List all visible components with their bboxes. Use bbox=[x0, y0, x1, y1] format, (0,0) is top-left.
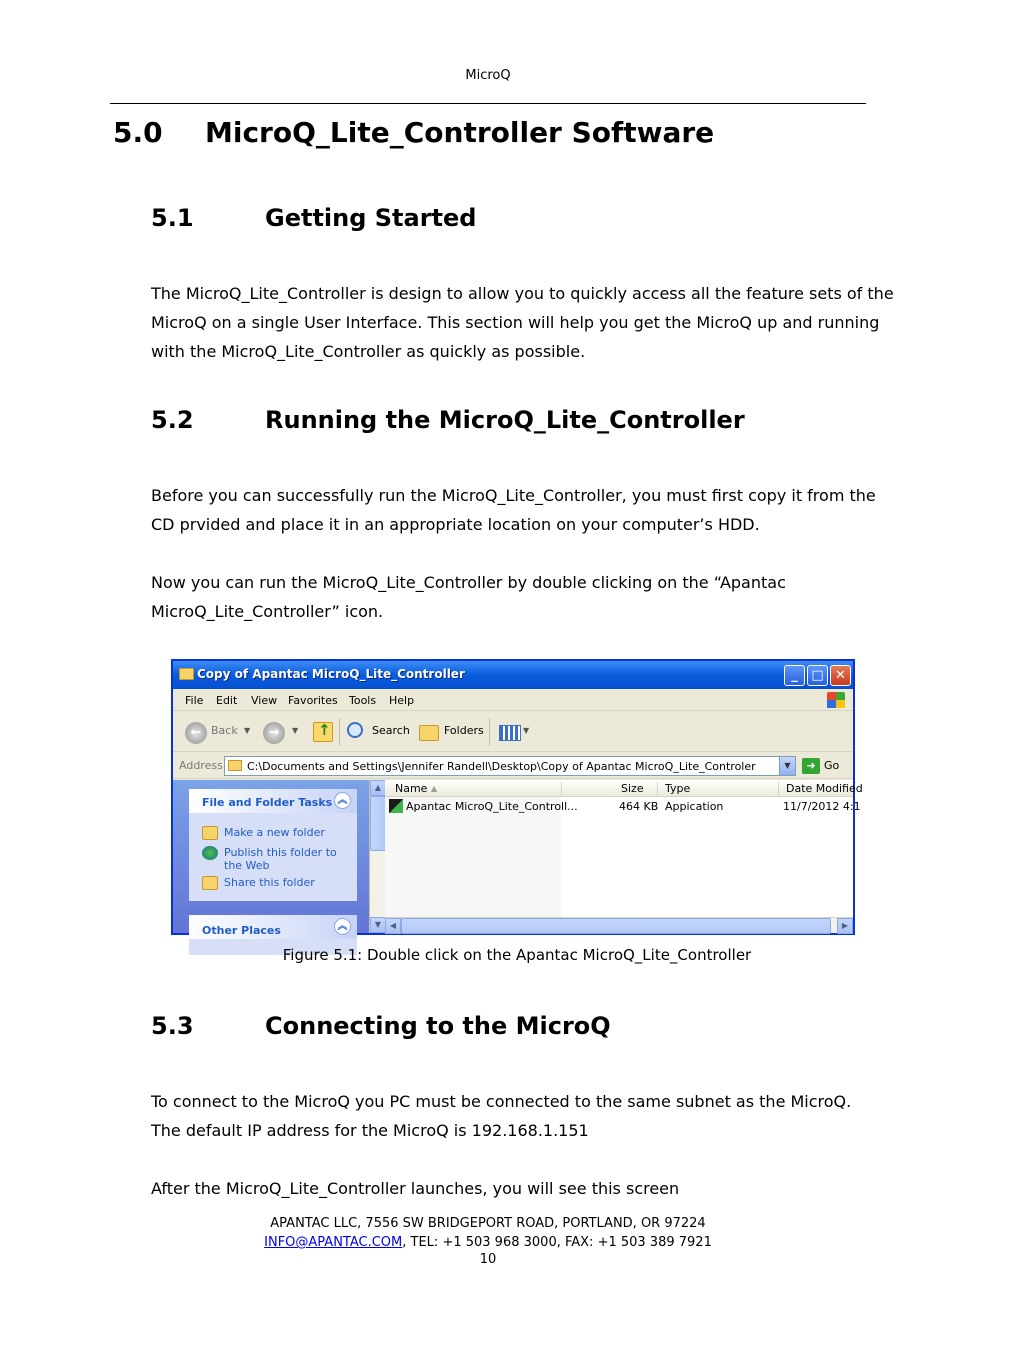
menu-tools[interactable]: Tools bbox=[349, 694, 377, 707]
scroll-down-icon[interactable]: ▼ bbox=[370, 917, 386, 933]
footer-contact bbox=[0, 1235, 976, 1250]
column-separator bbox=[561, 782, 562, 795]
paragraph-line: with the MicroQ_Lite_Controller as quickly as possible. bbox=[151, 342, 586, 361]
column-type[interactable]: Type bbox=[665, 782, 691, 795]
column-headers bbox=[385, 780, 863, 797]
forward-dropdown-icon[interactable]: ▼ bbox=[292, 726, 299, 735]
file-name: Apantac MicroQ_Lite_Controll... bbox=[406, 800, 578, 813]
section-heading bbox=[113, 116, 714, 149]
page-number: 10 bbox=[479, 1252, 497, 1267]
getting-started-paragraph bbox=[151, 279, 894, 366]
back-dropdown-icon[interactable]: ▼ bbox=[244, 726, 251, 735]
heading-title: Running the MicroQ_Lite_Controller bbox=[265, 406, 745, 434]
paragraph-line: MicroQ on a single User Interface. This section will help you get the MicroQ up and running bbox=[151, 313, 880, 332]
heading-running bbox=[151, 406, 745, 434]
share-folder-icon bbox=[202, 876, 218, 890]
heading-number: 5.2 bbox=[151, 406, 194, 434]
footer-phone-fax: , TEL: +1 503 968 3000, FAX: +1 503 389 7921 bbox=[402, 1235, 712, 1250]
footer-address: APANTAC LLC, 7556 SW BRIDGEPORT ROAD, PORTLAND, OR 97224 bbox=[270, 1216, 706, 1231]
scroll-right-icon[interactable]: ▶ bbox=[837, 918, 853, 934]
application-icon bbox=[389, 799, 403, 813]
connecting-paragraph-1 bbox=[151, 1087, 867, 1145]
window-title-bar bbox=[173, 661, 853, 689]
collapse-chevron-icon[interactable]: ︽ bbox=[334, 792, 351, 809]
maximize-button[interactable]: □ bbox=[807, 665, 828, 686]
heading-title: Connecting to the MicroQ bbox=[265, 1012, 611, 1040]
sorted-column-shade bbox=[385, 797, 561, 917]
scroll-left-icon[interactable]: ◀ bbox=[385, 918, 401, 934]
tasks-panel-title: File and Folder Tasks bbox=[202, 796, 333, 809]
section-title: MicroQ_Lite_Controller Software bbox=[205, 116, 715, 149]
other-places-header[interactable] bbox=[189, 915, 357, 939]
task-publish-folder[interactable]: Publish this folder to bbox=[224, 846, 337, 859]
column-separator bbox=[657, 782, 658, 795]
menu-file[interactable]: File bbox=[185, 694, 204, 707]
section-number: 5.0 bbox=[113, 116, 163, 149]
paragraph-line: The default IP address for the MicroQ is 192.168.1.151 bbox=[151, 1121, 589, 1140]
heading-connecting bbox=[151, 1012, 611, 1040]
address-label: Address bbox=[179, 759, 223, 772]
address-input[interactable] bbox=[224, 756, 796, 776]
go-arrow-icon[interactable]: ➜ bbox=[802, 758, 820, 774]
file-row[interactable] bbox=[385, 798, 861, 814]
go-button-label[interactable]: Go bbox=[824, 759, 840, 772]
paragraph-line: MicroQ_Lite_Controller” icon. bbox=[151, 602, 384, 621]
task-share-folder[interactable]: Share this folder bbox=[224, 876, 315, 889]
explorer-window-screenshot bbox=[171, 659, 863, 937]
figure-caption: Figure 5.1: Double click on the Apantac MicroQ_Lite_Controller bbox=[282, 946, 752, 964]
heading-title: Getting Started bbox=[265, 204, 477, 232]
running-paragraph-2 bbox=[151, 568, 867, 626]
column-date-modified[interactable]: Date Modified bbox=[786, 782, 863, 795]
menu-favorites[interactable]: Favorites bbox=[288, 694, 338, 707]
windows-logo-icon bbox=[827, 692, 845, 708]
sort-ascending-icon: ▲ bbox=[431, 784, 438, 793]
folder-icon bbox=[179, 668, 194, 680]
other-places-title: Other Places bbox=[202, 924, 281, 937]
new-folder-icon bbox=[202, 826, 218, 840]
paragraph-line: CD prvided and place it in an appropriate location on your computer’s HDD. bbox=[151, 515, 760, 534]
toolbar-separator bbox=[339, 718, 340, 746]
file-date: 11/7/2012 4:1 bbox=[783, 800, 861, 813]
address-bar bbox=[173, 753, 853, 779]
running-header: MicroQ bbox=[465, 68, 511, 83]
scroll-thumb[interactable] bbox=[401, 918, 831, 934]
scroll-up-icon[interactable]: ▲ bbox=[370, 780, 386, 796]
horizontal-scrollbar[interactable] bbox=[385, 917, 853, 933]
close-button[interactable]: ✕ bbox=[830, 665, 851, 686]
back-button-label[interactable]: Back bbox=[211, 724, 238, 737]
file-type: Appication bbox=[665, 800, 724, 813]
running-paragraph-1 bbox=[151, 481, 876, 539]
menu-bar bbox=[173, 689, 853, 711]
column-name[interactable]: Name bbox=[395, 782, 428, 795]
menu-help[interactable]: Help bbox=[389, 694, 415, 707]
paragraph-line: Before you can successfully run the MicroQ_Lite_Controller, you must first copy it from the bbox=[151, 486, 876, 505]
heading-number: 5.1 bbox=[151, 204, 194, 232]
task-pane-scrollbar[interactable] bbox=[369, 780, 385, 933]
scroll-thumb[interactable] bbox=[370, 796, 386, 851]
heading-getting-started bbox=[151, 204, 477, 232]
column-separator bbox=[778, 782, 779, 795]
footer-email-link[interactable]: INFO@APANTAC.COM bbox=[264, 1235, 403, 1250]
paragraph-line: Now you can run the MicroQ_Lite_Controller by double clicking on the “Apantac bbox=[151, 573, 786, 592]
tasks-panel-header[interactable] bbox=[189, 789, 357, 813]
collapse-chevron-icon[interactable]: ︽ bbox=[334, 918, 351, 935]
folder-up-icon[interactable] bbox=[313, 722, 333, 742]
address-dropdown-icon[interactable]: ▼ bbox=[779, 756, 796, 776]
menu-edit[interactable]: Edit bbox=[216, 694, 238, 707]
connecting-paragraph-2 bbox=[151, 1174, 867, 1203]
globe-icon bbox=[202, 846, 218, 860]
address-value: C:\Documents and Settings\Jennifer Randell\Desktop\Copy of Apantac MicroQ_Lite_Controler bbox=[247, 760, 756, 773]
search-icon[interactable] bbox=[347, 722, 363, 738]
file-size: 464 KB bbox=[619, 800, 659, 813]
back-arrow-icon[interactable]: ← bbox=[185, 722, 207, 744]
folder-icon bbox=[228, 760, 242, 771]
header-rule bbox=[110, 103, 866, 104]
task-publish-folder-line2[interactable]: the Web bbox=[224, 859, 270, 872]
forward-arrow-icon[interactable]: → bbox=[263, 722, 285, 744]
column-size[interactable]: Size bbox=[621, 782, 644, 795]
file-folder-tasks-panel bbox=[189, 789, 357, 901]
paragraph-line: After the MicroQ_Lite_Controller launches, you will see this screen bbox=[151, 1179, 680, 1198]
task-make-new-folder[interactable]: Make a new folder bbox=[224, 826, 325, 839]
views-dropdown-icon[interactable]: ▼ bbox=[523, 726, 530, 735]
toolbar-separator bbox=[489, 718, 490, 746]
explorer-body bbox=[173, 780, 863, 937]
window-title: Copy of Apantac MicroQ_Lite_Controller bbox=[197, 667, 465, 681]
file-list bbox=[385, 780, 863, 933]
paragraph-line: To connect to the MicroQ you PC must be connected to the same subnet as the MicroQ. bbox=[151, 1092, 852, 1111]
minimize-button[interactable]: _ bbox=[784, 665, 805, 686]
folders-icon[interactable] bbox=[419, 725, 439, 741]
paragraph-line: The MicroQ_Lite_Controller is design to allow you to quickly access all the feature sets of the bbox=[151, 284, 894, 303]
toolbar bbox=[173, 712, 853, 752]
views-icon[interactable] bbox=[499, 725, 521, 741]
menu-view[interactable]: View bbox=[251, 694, 278, 707]
task-pane bbox=[173, 780, 369, 937]
folders-button-label[interactable]: Folders bbox=[444, 724, 484, 737]
search-button-label[interactable]: Search bbox=[372, 724, 410, 737]
heading-number: 5.3 bbox=[151, 1012, 194, 1040]
